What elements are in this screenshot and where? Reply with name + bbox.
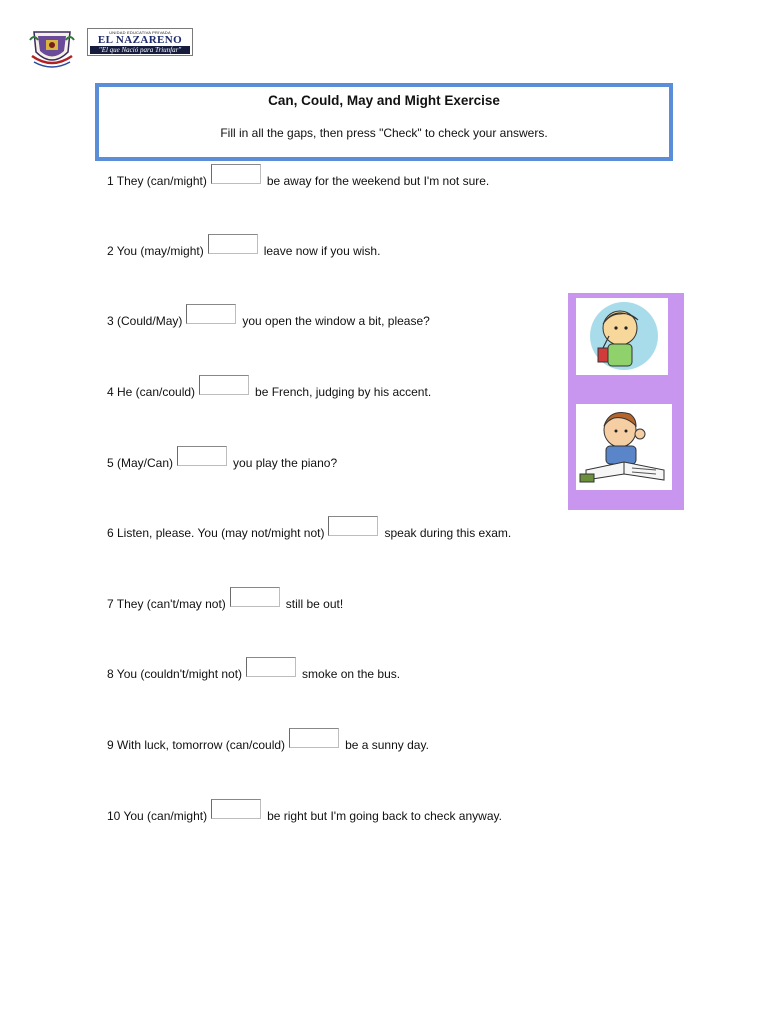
- question-prompt: 5 (May/Can): [107, 456, 174, 470]
- question-row: [107, 803, 502, 823]
- answer-gap-input[interactable]: [211, 164, 261, 184]
- answer-gap-input[interactable]: [199, 375, 249, 395]
- question-continuation: speak during this exam.: [384, 526, 512, 540]
- answer-gap-input[interactable]: [246, 657, 296, 677]
- question-prompt: 1 They (can/might): [107, 174, 207, 188]
- question-continuation: be French, judging by his accent.: [255, 385, 432, 399]
- question-row: [107, 379, 431, 399]
- question-prompt: 4 He (can/could): [107, 385, 196, 399]
- answer-gap-input[interactable]: [328, 516, 378, 536]
- question-continuation: leave now if you wish.: [263, 244, 381, 258]
- question-continuation: be a sunny day.: [345, 738, 429, 752]
- illustration-panel: [568, 293, 684, 510]
- question-row: [107, 591, 343, 611]
- question-continuation: you open the window a bit, please?: [242, 314, 430, 328]
- boy-reading-illustration: [576, 404, 672, 490]
- answer-gap-input[interactable]: [211, 799, 261, 819]
- question-row: [107, 238, 380, 258]
- question-prompt: 9 With luck, tomorrow (can/could): [107, 738, 286, 752]
- question-continuation: smoke on the bus.: [302, 667, 401, 681]
- answer-gap-input[interactable]: [230, 587, 280, 607]
- question-row: [107, 308, 430, 328]
- answer-gap-input[interactable]: [177, 446, 227, 466]
- question-prompt: 10 You (can/might): [107, 809, 208, 823]
- question-row: [107, 520, 511, 540]
- question-continuation: be right but I'm going back to check anyway.: [267, 809, 502, 823]
- school-crest-logo: [28, 26, 76, 70]
- question-prompt: 6 Listen, please. You (may not/might not): [107, 526, 325, 540]
- question-continuation: still be out!: [285, 597, 344, 611]
- exercise-header-box: [95, 83, 673, 161]
- answer-gap-input[interactable]: [208, 234, 258, 254]
- question-row: [107, 732, 429, 752]
- question-prompt: 3 (Could/May): [107, 314, 183, 328]
- exercise-instructions: Fill in all the gaps, then press "Check" to check your answers.: [220, 126, 548, 140]
- school-name-banner: [87, 28, 193, 56]
- exercise-title: Can, Could, May and Might Exercise: [268, 93, 500, 108]
- question-continuation: you play the piano?: [233, 456, 338, 470]
- school-name: EL NAZARENO: [97, 34, 183, 46]
- school-top-line: UNIDAD EDUCATIVA PRIVADA: [109, 30, 171, 35]
- answer-gap-input[interactable]: [186, 304, 236, 324]
- child-drinking-illustration: [576, 298, 668, 375]
- question-row: [107, 661, 400, 681]
- school-motto: "El que Nació para Triunfar": [90, 46, 190, 54]
- question-prompt: 2 You (may/might): [107, 244, 204, 258]
- question-prompt: 7 They (can't/may not): [107, 597, 226, 611]
- question-prompt: 8 You (couldn't/might not): [107, 667, 243, 681]
- question-continuation: be away for the weekend but I'm not sure.: [266, 174, 490, 188]
- answer-gap-input[interactable]: [289, 728, 339, 748]
- question-row: [107, 168, 489, 188]
- question-row: [107, 450, 337, 470]
